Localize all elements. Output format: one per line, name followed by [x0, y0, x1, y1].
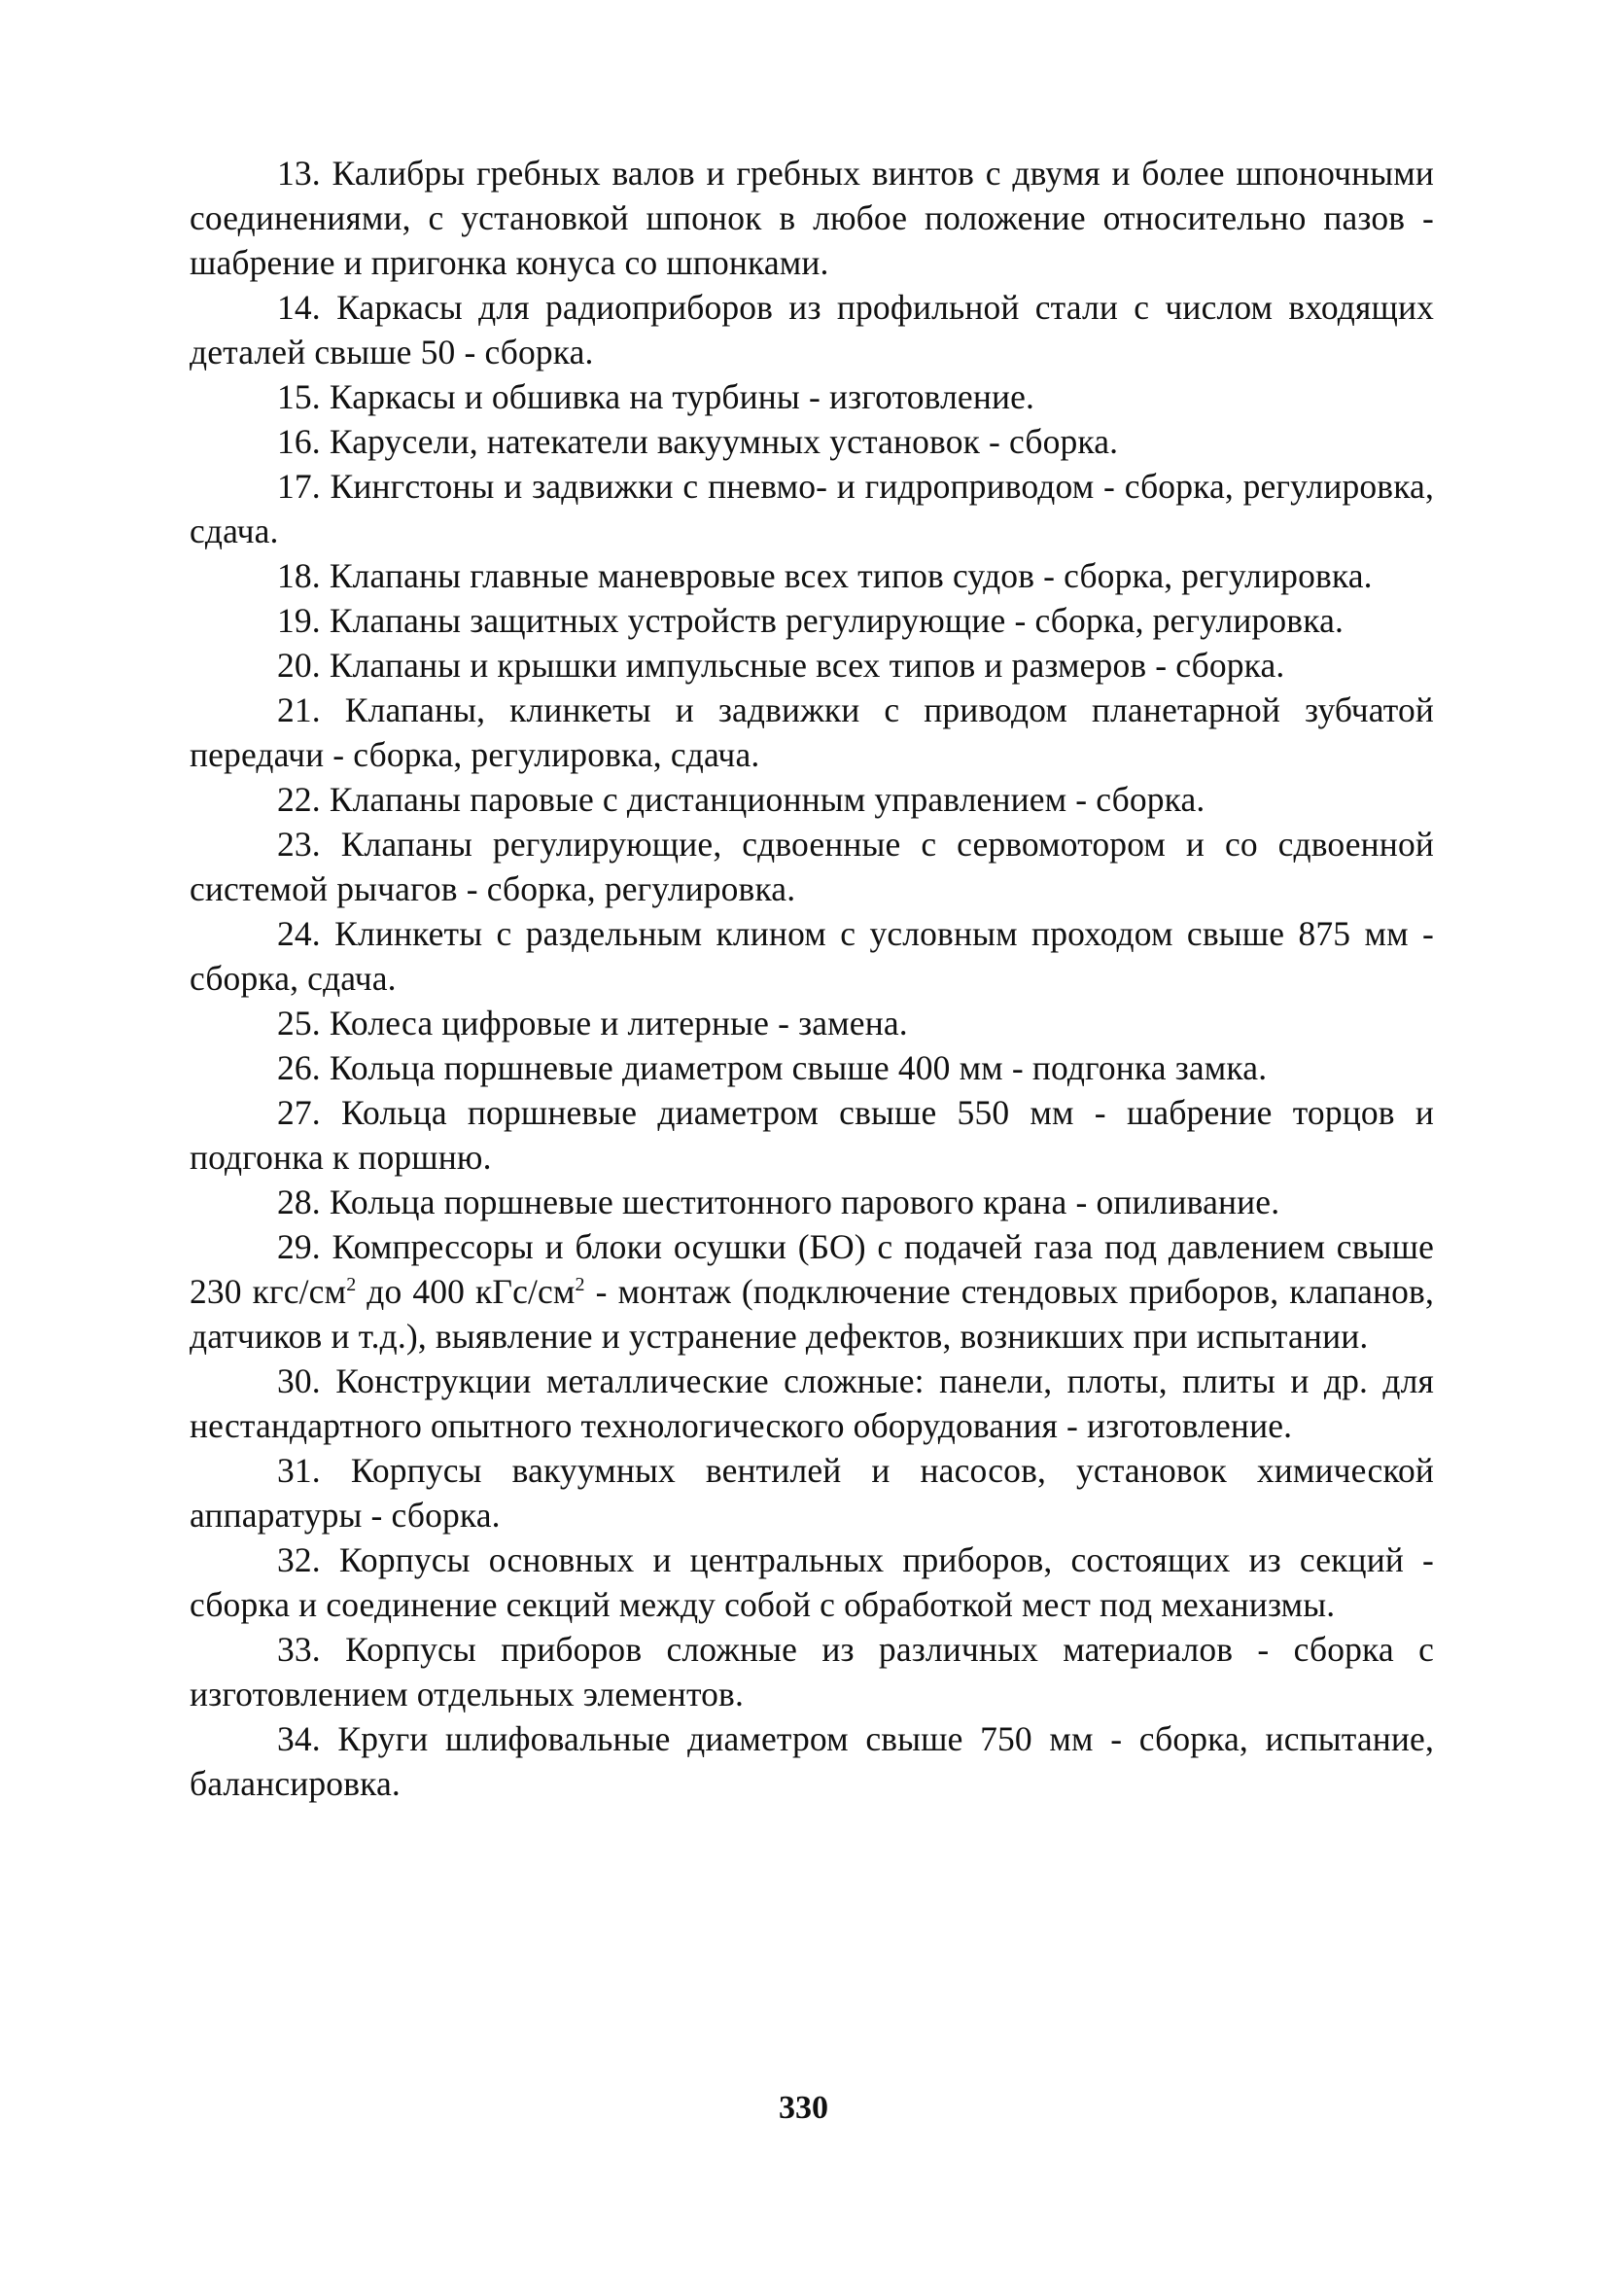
- list-item-22: 22. Клапаны паровые с дистанционным управлением - сборка.: [277, 780, 1205, 819]
- document-body: [190, 151, 1434, 1806]
- list-item-24: 24. Клинкеты с раздельным клином с условным проходом свыше 875 мм - сборка, сдача.: [190, 914, 1434, 998]
- superscript-squared: 2: [575, 1274, 585, 1296]
- list-item-14: 14. Каркасы для радиоприборов из профильной стали с числом входящих деталей свыше 50 - сборка.: [190, 288, 1434, 371]
- list-item-29-part3: - монтаж (подключение стендовых приборов, клапанов, датчиков и т.д.), выявление и устранение дефектов, возникших при испытании.: [190, 1272, 1434, 1356]
- list-item-15: 15. Каркасы и обшивка на турбины - изготовление.: [277, 377, 1035, 416]
- list-item-28: 28. Кольца поршневые шеститонного парового крана - опиливание.: [277, 1183, 1280, 1221]
- list-item-16: 16. Карусели, натекатели вакуумных установок - сборка.: [277, 422, 1119, 461]
- list-item-25: 25. Колеса цифровые и литерные - замена.: [277, 1004, 908, 1042]
- list-item-18: 18. Клапаны главные маневровые всех типов судов - сборка, регулировка.: [277, 556, 1373, 595]
- list-item-31: 31. Корпусы вакуумных вентилей и насосов, установок химической аппаратуры - сборка.: [190, 1451, 1434, 1535]
- list-item-30: 30. Конструкции металлические сложные: панели, плоты, плиты и др. для нестандартного опытного технологического оборудования - изготовление.: [190, 1361, 1434, 1445]
- list-item-17: 17. Кингстоны и задвижки с пневмо- и гидроприводом - сборка, регулировка, сдача.: [190, 467, 1434, 550]
- list-item-27: 27. Кольца поршневые диаметром свыше 550 мм - шабрение торцов и подгонка к поршню.: [190, 1093, 1434, 1177]
- page-number: 330: [779, 2090, 828, 2126]
- list-item-13: 13. Калибры гребных валов и гребных винтов с двумя и более шпоночными соединениями, с установкой шпонок в любое положение относительно пазов - шабрение и пригонка конуса со шпонками.: [190, 154, 1434, 282]
- list-item-23: 23. Клапаны регулирующие, сдвоенные с сервомотором и со сдвоенной системой рычагов - сборка, регулировка.: [190, 825, 1434, 908]
- list-item-29: [190, 1224, 1434, 1359]
- list-item-33: 33. Корпусы приборов сложные из различных материалов - сборка с изготовлением отдельных элементов.: [190, 1630, 1434, 1713]
- list-item-29-part2: до 400 кГс/см: [356, 1272, 576, 1311]
- superscript-squared: 2: [346, 1274, 357, 1296]
- list-item-34: 34. Круги шлифовальные диаметром свыше 750 мм - сборка, испытание, балансировка.: [190, 1719, 1434, 1803]
- list-item-19: 19. Клапаны защитных устройств регулирующие - сборка, регулировка.: [277, 601, 1345, 640]
- list-item-21: 21. Клапаны, клинкеты и задвижки с приводом планетарной зубчатой передачи - сборка, регулировка, сдача.: [190, 690, 1434, 774]
- list-item-26: 26. Кольца поршневые диаметром свыше 400 мм - подгонка замка.: [277, 1048, 1268, 1087]
- list-item-29-part1: 29. Компрессоры и блоки осушки (БО) с подачей газа под давлением свыше 230 кгс/см: [190, 1227, 1434, 1311]
- list-item-20: 20. Клапаны и крышки импульсные всех типов и размеров - сборка.: [277, 646, 1285, 685]
- list-item-32: 32. Корпусы основных и центральных приборов, состоящих из секций - сборка и соединение секций между собой с обработкой мест под механизмы.: [190, 1540, 1434, 1624]
